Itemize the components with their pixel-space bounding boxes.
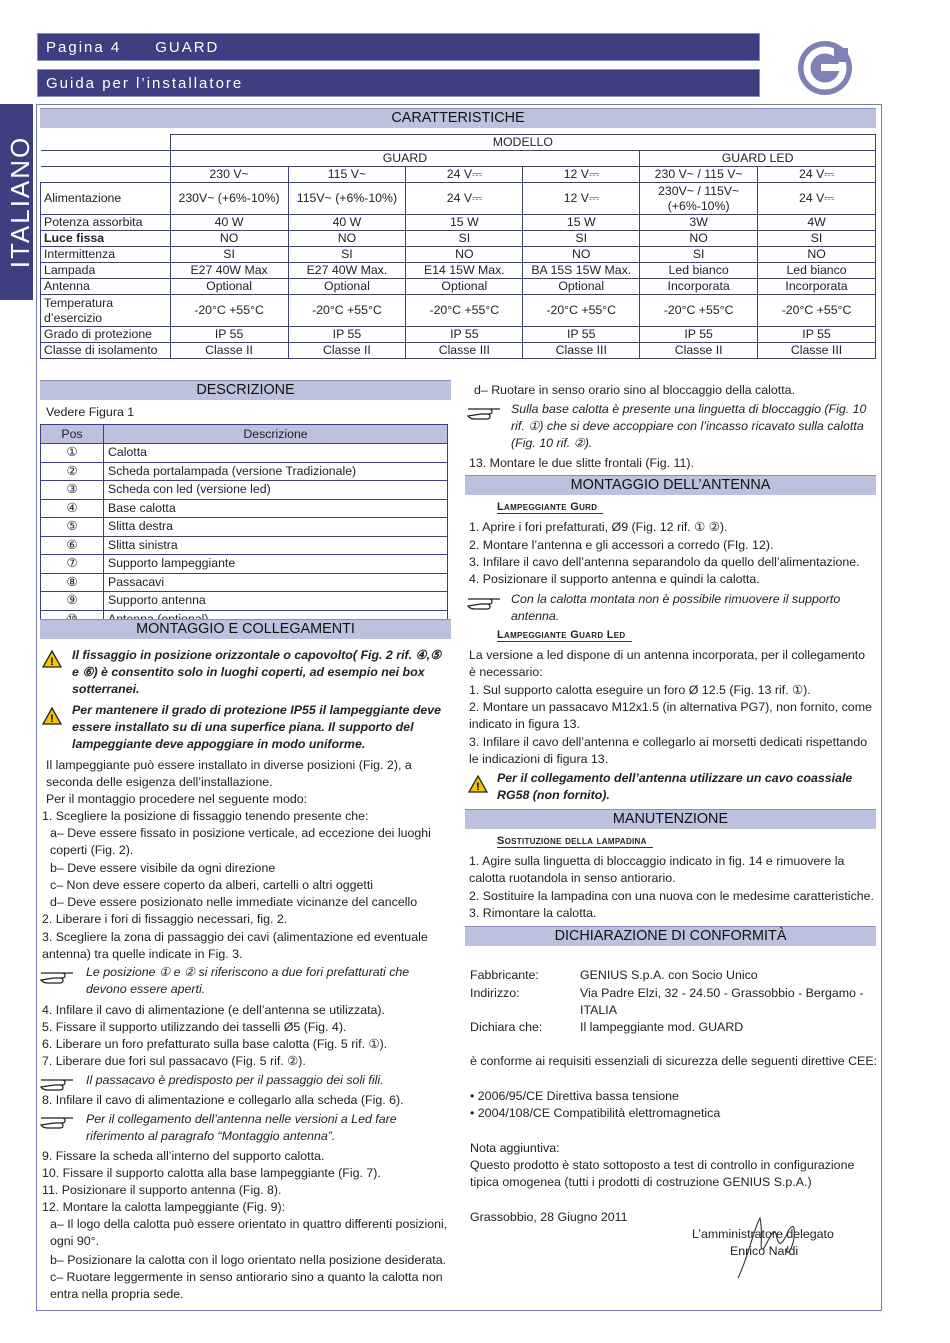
spec-label: Temperatura d’esercizio [41, 295, 171, 327]
spec-value: Classe III [406, 343, 523, 359]
spec-value: 230V~ (+6%-10%) [170, 183, 288, 215]
description-row [41, 536, 448, 555]
component-name: Supporto antenna [104, 592, 448, 611]
note-passacavo: Il passacavo è predisposto per il passaggio dei soli fili. [86, 1073, 384, 1087]
spec-label: Grado di protezione [41, 327, 171, 343]
genius-logo [797, 40, 853, 96]
spec-value: Classe III [758, 343, 876, 359]
step-5: 5. Fissare il supporto utilizzando dei tasselli Ø5 (Fig. 4). [42, 1020, 347, 1034]
spec-value: NO [288, 231, 406, 247]
spec-value: 24 V⎓ [406, 183, 523, 215]
spec-row [41, 263, 876, 279]
spec-label: Antenna [41, 279, 171, 295]
antenna-step-2: 2. Montare l’antenna e gli accessori a corredo (FIg. 12). [469, 538, 774, 552]
voltage-header: 230 V~ [170, 167, 288, 183]
section-antenna: MONTAGGIO DELL’ANTENNA [465, 475, 876, 495]
spec-value: IP 55 [758, 327, 876, 343]
spec-value: IP 55 [640, 327, 758, 343]
subsection-guard: Lampeggiante Gurd [497, 501, 603, 514]
component-name: Base calotta [104, 499, 448, 518]
section-conformita: DICHIARAZIONE DI CONFORMITÀ [465, 926, 876, 946]
mount-intro: Il lampeggiante può essere installato in diverse posizioni (Fig. 2), a seconda delle esigenza dell’installazione. [46, 758, 412, 789]
led-step-3: 3. Infilare il cavo dell’antenna e collegarlo ai morsetti dedicati rispettando le indicazioni di figura 13. [469, 735, 868, 766]
signature [730, 1208, 810, 1288]
signer-role: L’amministratore delegato [692, 1227, 834, 1241]
description-table [40, 424, 448, 629]
position-number: ③ [41, 481, 104, 500]
spec-value: Classe II [170, 343, 288, 359]
svg-text:!: ! [50, 713, 54, 725]
position-number: ⑧ [41, 573, 104, 592]
manufacturer-value: GENIUS S.p.A. con Socio Unico [580, 968, 758, 982]
voltage-header: 230 V~ / 115 V~ [640, 167, 758, 183]
spec-table [40, 134, 876, 359]
spec-value: IP 55 [288, 327, 406, 343]
voltage-header: 24 V⎓ [758, 167, 876, 183]
description-row [41, 573, 448, 592]
voltage-header: 24 V⎓ [406, 167, 523, 183]
spec-value: SI [406, 231, 523, 247]
warning-icon [42, 707, 62, 725]
step-12: 12. Montare la calotta lampeggiante (Fig. 9): [42, 1200, 286, 1214]
conformity-statement: è conforme ai requisiti essenziali di sicurezza delle seguenti direttive CEE: [470, 1054, 878, 1068]
document-subtitle: Guida per l’installatore [46, 75, 244, 92]
spec-row [41, 343, 876, 359]
position-number: ① [41, 444, 104, 463]
declares-value: Il lampeggiante mod. GUARD [580, 1020, 744, 1034]
pointing-hand-icon [40, 1075, 76, 1091]
step-1a: a– Deve essere fissato in posizione verticale, ad eccezione dei luoghi coperti (Fig. 2). [50, 826, 431, 857]
spec-row [41, 231, 876, 247]
step-7: 7. Liberare due fori sul passacavo (Fig. 5 rif. ②). [42, 1054, 306, 1068]
component-name: Scheda portalampada (versione Tradizionale) [104, 462, 448, 481]
spec-value: Led bianco [640, 263, 758, 279]
warning-icon [42, 650, 62, 668]
address-label: Indirizzo: [470, 986, 520, 1000]
step-8: 8. Infilare il cavo di alimentazione e collegarlo alla scheda (Fig. 6). [42, 1093, 404, 1107]
spec-value: Optional [523, 279, 640, 295]
spec-value: Optional [170, 279, 288, 295]
pos-column-header: Pos [41, 425, 104, 444]
svg-text:!: ! [476, 781, 480, 793]
spec-value: 40 W [170, 215, 288, 231]
description-row [41, 592, 448, 611]
component-name: Slitta destra [104, 518, 448, 537]
pointing-hand-icon [40, 968, 76, 984]
step-3: 3. Scegliere la zona di passaggio dei cavi (alimentazione ed eventuale antenna) tra quelle indicate in Fig. 3. [42, 930, 428, 961]
spec-row [41, 183, 876, 215]
description-row [41, 462, 448, 481]
spec-label: Potenza assorbita [41, 215, 171, 231]
pointing-hand-icon [467, 594, 503, 610]
spec-value: -20°C +55°C [406, 295, 523, 327]
spec-value: E27 40W Max [170, 263, 288, 279]
position-number: ⑨ [41, 592, 104, 611]
step-1: 1. Scegliere la posizione di fissaggio tenendo presente che: [42, 809, 369, 823]
spec-value: NO [640, 231, 758, 247]
spec-value: -20°C +55°C [758, 295, 876, 327]
component-name: Scheda con led (versione led) [104, 481, 448, 500]
spec-value: Incorporata [758, 279, 876, 295]
step-12d: d– Ruotare in senso orario sino al bloccaggio della calotta. [474, 383, 795, 397]
spec-value: 15 W [406, 215, 523, 231]
warning-orientation: Il fissaggio in posizione orizzontale o capovolto( Fig. 2 rif. ④,⑤ e ⑥) è consentito solo in luoghi coperti, ad esempio nei box sotterranei. [72, 648, 442, 696]
antenna-step-1: 1. Aprire i fori prefatturati, Ø9 (Fig. 12 rif. ① ②). [469, 520, 728, 534]
spec-value: IP 55 [170, 327, 288, 343]
spec-value: IP 55 [406, 327, 523, 343]
declares-label: Dichiara che: [470, 1020, 543, 1034]
description-row [41, 499, 448, 518]
spec-value: Optional [406, 279, 523, 295]
step-9: 9. Fissare la scheda all’interno del supporto calotta. [42, 1149, 325, 1163]
position-number: ④ [41, 499, 104, 518]
header-bar [37, 33, 760, 61]
section-manutenzione: MANUTENZIONE [465, 809, 876, 829]
spec-value: 3W [640, 215, 758, 231]
spec-value: Classe III [523, 343, 640, 359]
spec-value: SI [288, 247, 406, 263]
subsection-guard-led: Lampeggiante Guard Led [497, 629, 632, 642]
spec-value: SI [170, 247, 288, 263]
spec-value: IP 55 [523, 327, 640, 343]
spec-value: -20°C +55°C [523, 295, 640, 327]
spec-label: Intermittenza [41, 247, 171, 263]
antenna-step-3: 3. Infilare il cavo dell’antenna separandolo da quello dell’alimentazione. [469, 555, 860, 569]
step-11: 11. Posizionare il supporto antenna (Fig. 8). [42, 1183, 282, 1197]
directive-1: • 2006/95/CE Direttiva bassa tensione [470, 1089, 679, 1103]
spec-value: 40 W [288, 215, 406, 231]
position-number: ② [41, 462, 104, 481]
spec-label: Luce fissa [41, 231, 171, 247]
spec-value: 12 V⎓ [523, 183, 640, 215]
page-number: Pagina 4 [46, 39, 122, 56]
maint-step-2: 2. Sostituire la lampadina con una nuova con le medesime caratteristiche. [469, 889, 874, 903]
guard-led-header: GUARD LED [640, 151, 876, 167]
voltage-header: 12 V⎓ [523, 167, 640, 183]
spec-label: Classe di isolamento [41, 343, 171, 359]
position-number: ⑤ [41, 518, 104, 537]
warning-coax: Per il collegamento dell’antenna utilizzare un cavo coassiale RG58 (non fornito). [497, 771, 853, 802]
note-antenna-support: Con la calotta montata non è possibile rimuovere il supporto antenna. [511, 592, 841, 623]
spec-value: NO [758, 247, 876, 263]
spec-value: Incorporata [640, 279, 758, 295]
section-caratteristiche: CARATTERISTICHE [40, 108, 876, 128]
spec-row [41, 247, 876, 263]
note-locking-tab: Sulla base calotta è presente una linguetta di bloccaggio (Fig. 10 rif. ①) che si deve accoppiare con l’incasso ricavato sulla calotta (Fig. 10 rif. ②). [511, 402, 867, 450]
spec-value: BA 15S 15W Max. [523, 263, 640, 279]
spec-value: Led bianco [758, 263, 876, 279]
spec-label: Lampada [41, 263, 171, 279]
step-6: 6. Liberare un foro prefatturato sulla base calotta (Fig. 5 rif. ①). [42, 1037, 388, 1051]
language-tab: ITALIANO [0, 104, 33, 300]
step-12a: a– Il logo della calotta può essere orientato in quattro differenti posizioni, ogni 90°. [50, 1217, 448, 1248]
signer-name: Enrico Nardi [730, 1244, 799, 1258]
spec-value: Classe II [640, 343, 758, 359]
spec-row [41, 327, 876, 343]
position-number: ⑥ [41, 536, 104, 555]
spec-value: SI [758, 231, 876, 247]
spec-label: Alimentazione [41, 183, 171, 215]
step-2: 2. Liberare i fori di fissaggio necessari, fig. 2. [42, 912, 288, 926]
note-antenna-led: Per il collegamento dell’antenna nelle versioni a Led fare riferimento al paragrafo “Montaggio antenna”. [86, 1112, 397, 1143]
component-name: Passacavi [104, 573, 448, 592]
spec-row [41, 279, 876, 295]
directive-2: • 2004/108/CE Compatibilità elettromagnetica [470, 1106, 721, 1120]
component-name: Calotta [104, 444, 448, 463]
note-label: Nota aggiuntiva: [470, 1141, 560, 1155]
description-row [41, 481, 448, 500]
led-step-1: 1. Sul supporto calotta eseguire un foro Ø 12.5 (Fig. 13 rif. ①). [469, 683, 811, 697]
product-name: GUARD [155, 39, 220, 56]
description-row [41, 555, 448, 574]
modello-header: MODELLO [170, 135, 875, 151]
warning-icon [468, 775, 488, 793]
step-4: 4. Infilare il cavo di alimentazione (e dell’antenna se utilizzata). [42, 1003, 385, 1017]
warning-ip55: Per mantenere il grado di protezione IP55 il lampeggiante deve essere installato su di una superfice piana. Il supporto del lampeggiante deve appoggiare in modo uniforme. [72, 703, 442, 751]
position-number: ⑦ [41, 555, 104, 574]
figure-reference: Vedere Figura 1 [46, 405, 135, 419]
spec-row [41, 295, 876, 327]
spec-value: E27 40W Max. [288, 263, 406, 279]
spec-value: 24 V⎓ [758, 183, 876, 215]
component-name: Slitta sinistra [104, 536, 448, 555]
svg-text:!: ! [50, 656, 54, 668]
desc-column-header: Descrizione [104, 425, 448, 444]
maint-step-3: 3. Rimontare la calotta. [469, 906, 597, 920]
spec-row [41, 215, 876, 231]
spec-value: SI [640, 247, 758, 263]
subsection-lamp: Sostituzione della lampadina [497, 835, 653, 848]
note-positions: Le posizione ① e ② si riferiscono a due fori prefatturati che devono essere aperti. [86, 965, 410, 996]
subtitle-bar [37, 69, 760, 97]
voltage-header: 115 V~ [288, 167, 406, 183]
spec-value: -20°C +55°C [640, 295, 758, 327]
address-value: Via Padre Elzi, 32 - 24.50 - Grassobbio - Bergamo - ITALIA [580, 986, 864, 1017]
note-text: Questo prodotto è stato sottoposto a test di controllo in configurazione tipica omogenea (tutti i prodotti di costruzione GENIUS S.p.A.) [470, 1158, 855, 1189]
step-12b: b– Posizionare la calotta con il logo orientato nella posizione desiderata. [50, 1253, 447, 1267]
spec-value: E14 15W Max. [406, 263, 523, 279]
spec-value: NO [406, 247, 523, 263]
step-1d: d– Deve essere posizionato nelle immediate vicinanze del cancello [50, 895, 418, 909]
step-13: 13. Montare le due slitte frontali (Fig. 11). [469, 456, 694, 470]
maint-step-1: 1. Agire sulla linguetta di bloccaggio indicato in fig. 14 e rimuovere la calotta ruotandola in senso antiorario. [469, 854, 845, 885]
spec-value: NO [170, 231, 288, 247]
section-montaggio: MONTAGGIO E COLLEGAMENTI [40, 619, 451, 639]
step-1b: b– Deve essere visibile da ogni direzione [50, 861, 276, 875]
manufacturer-label: Fabbricante: [470, 968, 539, 982]
component-name: Supporto lampeggiante [104, 555, 448, 574]
mount-procedure: Per il montaggio procedere nel seguente modo: [46, 792, 308, 806]
step-12c: c– Ruotare leggermente in senso antiorario sino a quanto la calotta non entra nella propria sede. [50, 1270, 443, 1301]
pointing-hand-icon [467, 404, 503, 420]
place-date: Grassobbio, 28 Giugno 2011 [470, 1210, 628, 1224]
antenna-step-4: 4. Posizionare il supporto antenna e quindi la calotta. [469, 572, 760, 586]
spec-value: 4W [758, 215, 876, 231]
section-descrizione: DESCRIZIONE [40, 380, 451, 400]
spec-value: Optional [288, 279, 406, 295]
spec-value: 15 W [523, 215, 640, 231]
description-row [41, 444, 448, 463]
spec-value: Classe II [288, 343, 406, 359]
spec-value: 230V~ / 115V~ (+6%-10%) [640, 183, 758, 215]
led-intro: La versione a led dispone di un antenna incorporata, per il collegamento è necessario: [469, 648, 866, 679]
description-row [41, 518, 448, 537]
guard-header: GUARD [170, 151, 640, 167]
spec-value: NO [523, 247, 640, 263]
spec-value: 115V~ (+6%-10%) [288, 183, 406, 215]
spec-value: -20°C +55°C [170, 295, 288, 327]
spec-value: -20°C +55°C [288, 295, 406, 327]
spec-value: SI [523, 231, 640, 247]
step-1c: c– Non deve essere coperto da alberi, cartelli o altri oggetti [50, 878, 374, 892]
step-10: 10. Fissare il supporto calotta alla base lampeggiante (Fig. 7). [42, 1166, 381, 1180]
led-step-2: 2. Montare un passacavo M12x1.5 (in alternativa PG7), non fornito, come indicato in figura 13. [469, 700, 872, 731]
pointing-hand-icon [40, 1113, 76, 1129]
